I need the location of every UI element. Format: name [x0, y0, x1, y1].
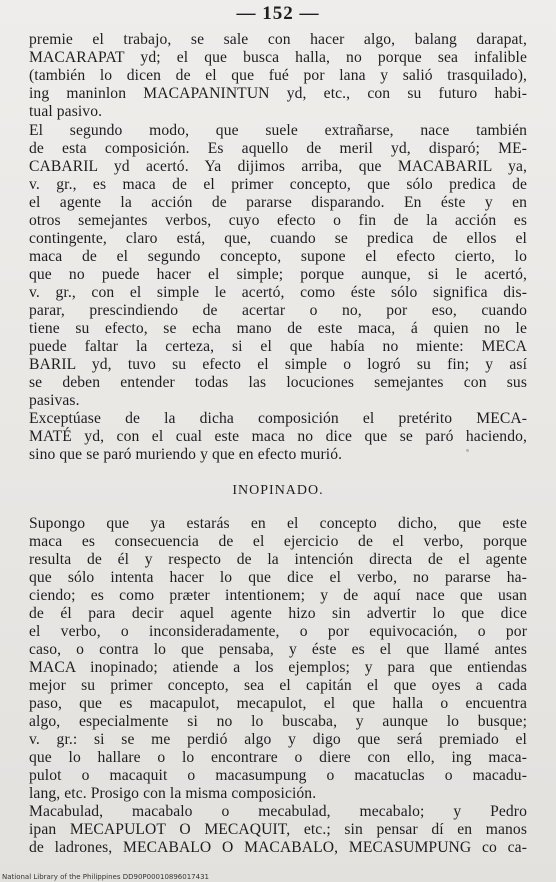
section-heading: INOPINADO.: [232, 483, 324, 498]
text-line: MATÉ yd, con el cual este maca no dice que se paró haciendo,: [29, 428, 527, 445]
text-line: ing maninlon MACAPANINTUN yd, etc., con su futuro habi-: [29, 85, 527, 102]
text-line: v. gr., es maca de el primer concepto, que sólo predica de: [29, 176, 527, 193]
text-line: mejor su primer concepto, sea el capitán el que oyes a cada: [29, 677, 527, 694]
text-line: El segundo modo, que suele extrañarse, nace también: [29, 122, 527, 139]
text-line: de ladrones, MECABALO O MACABALO, MECASUMPUNG co ca-: [29, 839, 527, 856]
text-line: de él para decir aquel agente hizo sin advertir lo que dice: [29, 605, 527, 622]
text-line: tual pasivo.: [29, 103, 103, 120]
text-line: que sólo intenta hacer lo que dice el verbo, no pararse ha-: [29, 569, 527, 586]
text-line: Supongo que ya estarás en el concepto dicho, que este: [29, 515, 527, 532]
text-line: se deben entender todas las locuciones semejantes con sus: [29, 374, 527, 391]
text-line: contingente, claro está, que, cuando se predica de ellos el: [29, 230, 527, 247]
text-line: caso, o contra lo que pensaba, y éste es el que llamé antes: [29, 641, 527, 658]
text-line: ipan MECAPULOT O MECAQUIT, etc.; sin pensar dí en manos: [29, 821, 527, 838]
text-line: algo, especialmente si no lo buscaba, y aunque lo busque;: [29, 713, 527, 730]
text-line: ciendo; es como præter intentionem; y de aquí nace que usan: [29, 587, 527, 604]
text-line: MACA inopinado; atiende a los ejemplos; y para que entiendas: [29, 659, 527, 676]
text-line: maca de el segundo concepto, supone el efecto cierto, lo: [29, 248, 527, 265]
text-line: paso, que es macapulot, mecapulot, el que halla o encuentra: [29, 695, 527, 712]
text-line: MACARAPAT yd; el que busca halla, no porque sea infalible: [29, 49, 527, 66]
text-line: (también lo dicen de el que fué por lana y salió trasquilado),: [29, 67, 527, 84]
text-line: que no puede hacer el simple; porque aunque, si le acertó,: [29, 266, 527, 283]
page-number: — 152 —: [236, 3, 320, 24]
text-line: otros semejantes verbos, cuyo efecto o fin de la acción es: [29, 212, 527, 229]
text-line: lang, etc. Prosigo con la misma composición.: [29, 785, 317, 802]
text-line: de esta composición. Es aquello de meril yd, disparó; ME-: [29, 140, 527, 157]
text-line: pasivas.: [29, 392, 80, 409]
text-line: parar, prescindiendo de acertar o no, por eso, cuando: [29, 302, 527, 319]
text-line: el agente la acción de pararse disparando. En éste y en: [29, 194, 527, 211]
library-watermark: National Library of the Philippines DD90P00010896017431: [2, 873, 209, 881]
speck: [466, 449, 469, 452]
text-line: CABARIL yd acertó. Ya dijimos arriba, que MACABARIL ya,: [29, 158, 527, 175]
text-line: BARIL yd, tuvo su efecto el simple o logró su fin; y así: [29, 356, 527, 373]
text-line: Macabulad, macabalo o mecabulad, mecabalo; y Pedro: [29, 803, 527, 820]
text-line: v. gr.: si se me perdió algo y digo que será premiado el: [29, 731, 527, 748]
text-line: Exceptúase de la dicha composición el pretérito MECA-: [29, 410, 527, 427]
text-line: resulta de él y respecto de la intención directa de el agente: [29, 551, 527, 568]
text-line: sino que se paró muriendo y que en efecto murió.: [29, 446, 343, 463]
text-line: que lo hallare o lo encontrare o diere con ello, ing maca-: [29, 749, 527, 766]
text-line: maca es consecuencia de el ejercicio de el verbo, porque: [29, 533, 527, 550]
text-line: v. gr., con el simple le acertó, como éste sólo significa dis-: [29, 284, 527, 301]
text-line: tiene su efecto, se echa mano de este maca, á quien no le: [29, 320, 527, 337]
text-line: pulot o macaquit o macasumpung o macatuclas o macadu-: [29, 767, 527, 784]
text-line: puede faltar la certeza, si el que había no miente: MECA: [29, 338, 527, 355]
text-line: el verbo, o inconsideradamente, o por equivocación, o por: [29, 623, 527, 640]
text-line: premie el trabajo, se sale con hacer algo, balang darapat,: [29, 31, 527, 48]
